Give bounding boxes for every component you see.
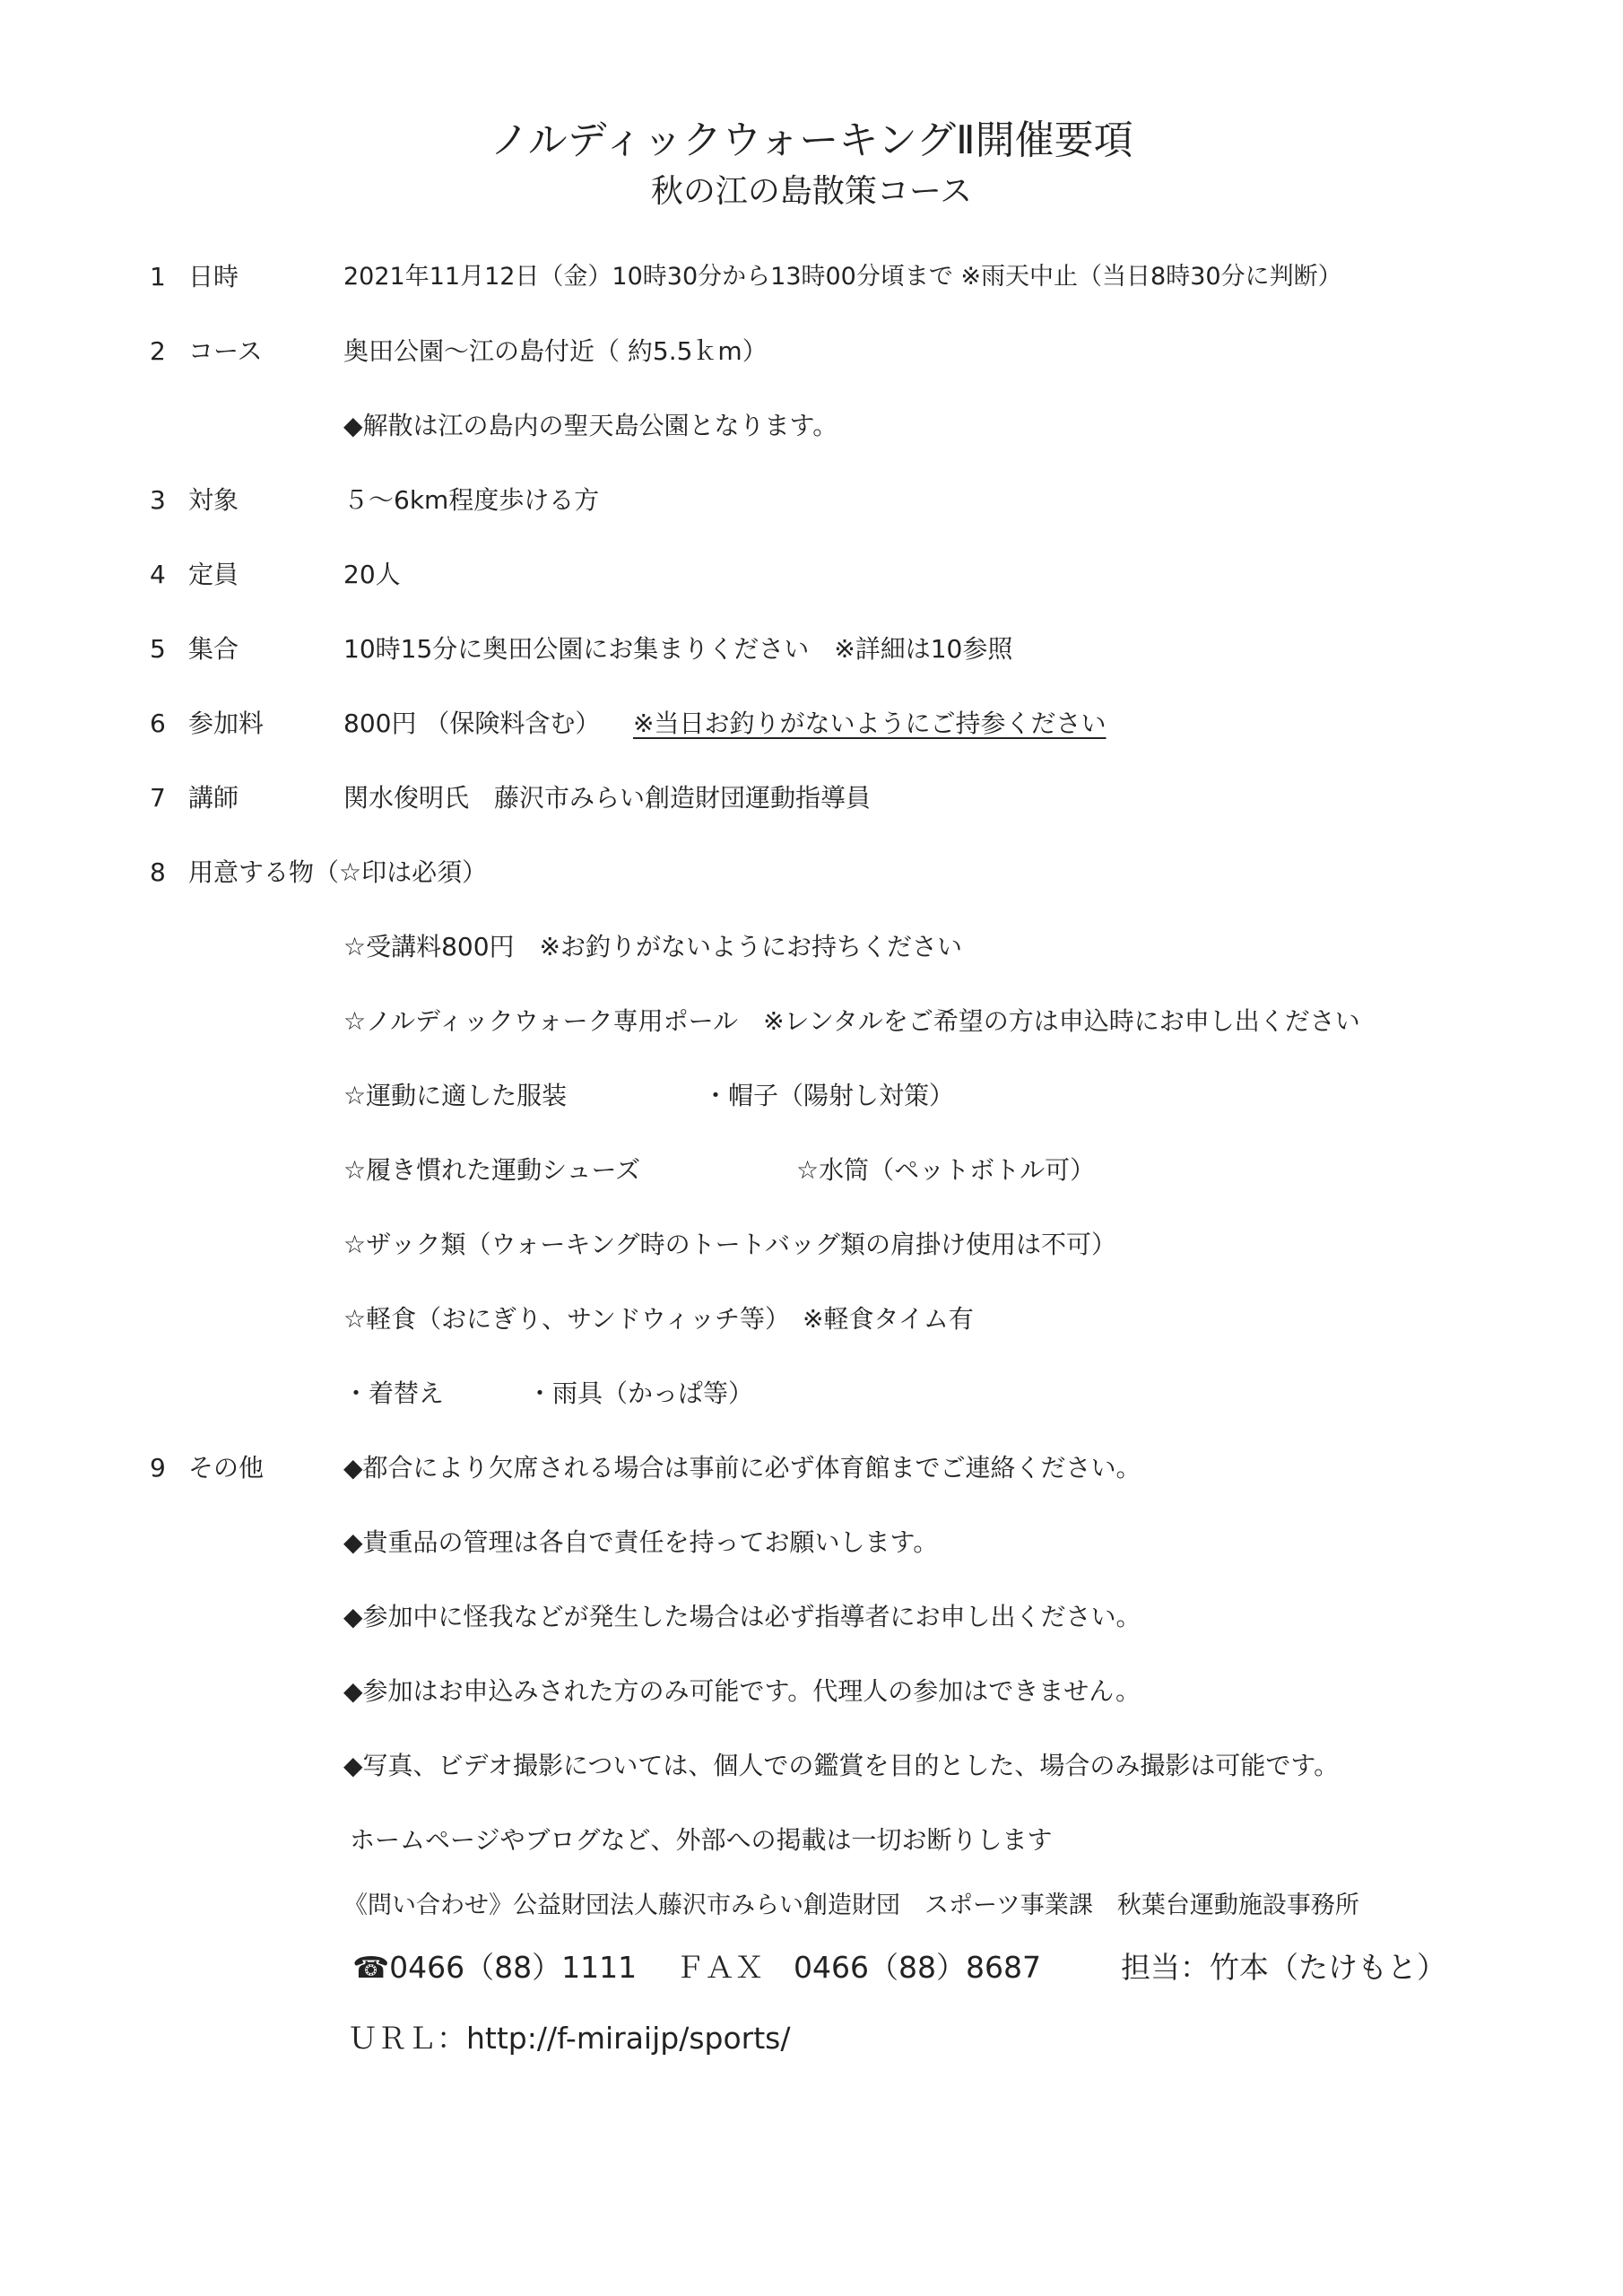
item-label: 集合 <box>188 634 239 664</box>
item-value: 800円 （保険料含む） <box>343 709 601 738</box>
contact-phone: ☎0466（88）1111 <box>352 1950 638 1985</box>
item-label: 対象 <box>188 485 239 515</box>
change-notice: ※当日お釣りがないようにご持参ください <box>633 709 1107 738</box>
other-note: ◆都合により欠席される場合は事前に必ず体育館までご連絡ください。 <box>343 1453 1141 1483</box>
item-note: ◆解散は江の島内の聖天島公園となります。 <box>343 411 838 440</box>
item-value: 2021年11月12日（金）10時30分から13時00分頃まで ※雨天中止（当日8時30分に判断） <box>343 263 1342 291</box>
item-value: 関水俊明氏 藤沢市みらい創造財団運動指導員 <box>343 783 872 813</box>
contact-person: 担当：竹本（たけもと） <box>1121 1950 1446 1985</box>
other-note: ホームページやブログなど、外部への掲載は一切お断りします <box>350 1825 1053 1855</box>
item-number: 2 <box>150 336 166 366</box>
contact-fax: ＦＡＸ 0466（88）8687 <box>675 1950 1041 1985</box>
supply-item: ☆運動に適した服装 <box>343 1081 568 1110</box>
other-note: ◆写真、ビデオ撮影については、個人での鑑賞を目的とした、場合のみ撮影は可能です。 <box>343 1751 1340 1780</box>
item-number: 8 <box>150 857 166 887</box>
supply-item: ☆ノルディックウォーク専用ポール ※レンタルをご希望の方は申込時にお申し出ください <box>343 1006 1360 1036</box>
item-number: 5 <box>150 634 166 664</box>
item-label: 日時 <box>188 262 239 291</box>
item-label: 定員 <box>188 560 239 589</box>
contact-url[interactable]: ＵＲＬ：http://f-miraijp/sports/ <box>348 2021 791 2056</box>
item-number: 9 <box>150 1453 166 1483</box>
item-number: 6 <box>150 709 166 738</box>
item-number: 7 <box>150 783 166 813</box>
supply-item: ・雨具（かっぱ等） <box>527 1378 754 1408</box>
other-note: ◆貴重品の管理は各自で責任を持ってお願いします。 <box>343 1527 939 1557</box>
item-label: 用意する物（☆印は必須） <box>188 857 488 887</box>
other-note: ◆参加中に怪我などが発生した場合は必ず指導者にお申し出ください。 <box>343 1602 1141 1631</box>
supply-item: ・着替え <box>343 1378 445 1408</box>
document-subtitle: 秋の江の島散策コース <box>650 173 973 210</box>
item-value: 奥田公園〜江の島付近（ 約5.5ｋm） <box>343 336 768 366</box>
item-number: 3 <box>150 485 166 515</box>
supply-item: ☆履き慣れた運動シューズ <box>343 1155 641 1185</box>
document-title: ノルディックウォーキングⅡ開催要項 <box>490 117 1133 163</box>
item-label: その他 <box>188 1453 265 1483</box>
supply-item: ☆水筒（ペットボトル可） <box>796 1155 1096 1185</box>
item-value: 20人 <box>343 560 401 589</box>
item-label: コース <box>188 336 263 366</box>
item-value: ５〜6km程度歩ける方 <box>343 485 600 515</box>
item-value: 10時15分に奥田公園にお集まりください ※詳細は10参照 <box>343 634 1013 664</box>
contact-inquiry: 《問い合わせ》公益財団法人藤沢市みらい創造財団 スポーツ事業課 秋葉台運動施設事務所 <box>343 1892 1359 1919</box>
supply-item: ☆受講料800円 ※お釣りがないようにお持ちください <box>343 932 963 961</box>
supply-item: ・帽子（陽射し対策） <box>703 1081 955 1110</box>
item-number: 4 <box>150 560 166 589</box>
item-label: 講師 <box>188 783 239 813</box>
item-number: 1 <box>150 262 166 291</box>
other-note: ◆参加はお申込みされた方のみ可能です。代理人の参加はできません。 <box>343 1676 1141 1706</box>
supply-item: ☆軽食（おにぎり、サンドウィッチ等） ※軽食タイム有 <box>343 1304 974 1334</box>
supply-item: ☆ザック類（ウォーキング時のトートバッグ類の肩掛け使用は不可） <box>343 1230 1117 1259</box>
item-label: 参加料 <box>188 709 265 738</box>
